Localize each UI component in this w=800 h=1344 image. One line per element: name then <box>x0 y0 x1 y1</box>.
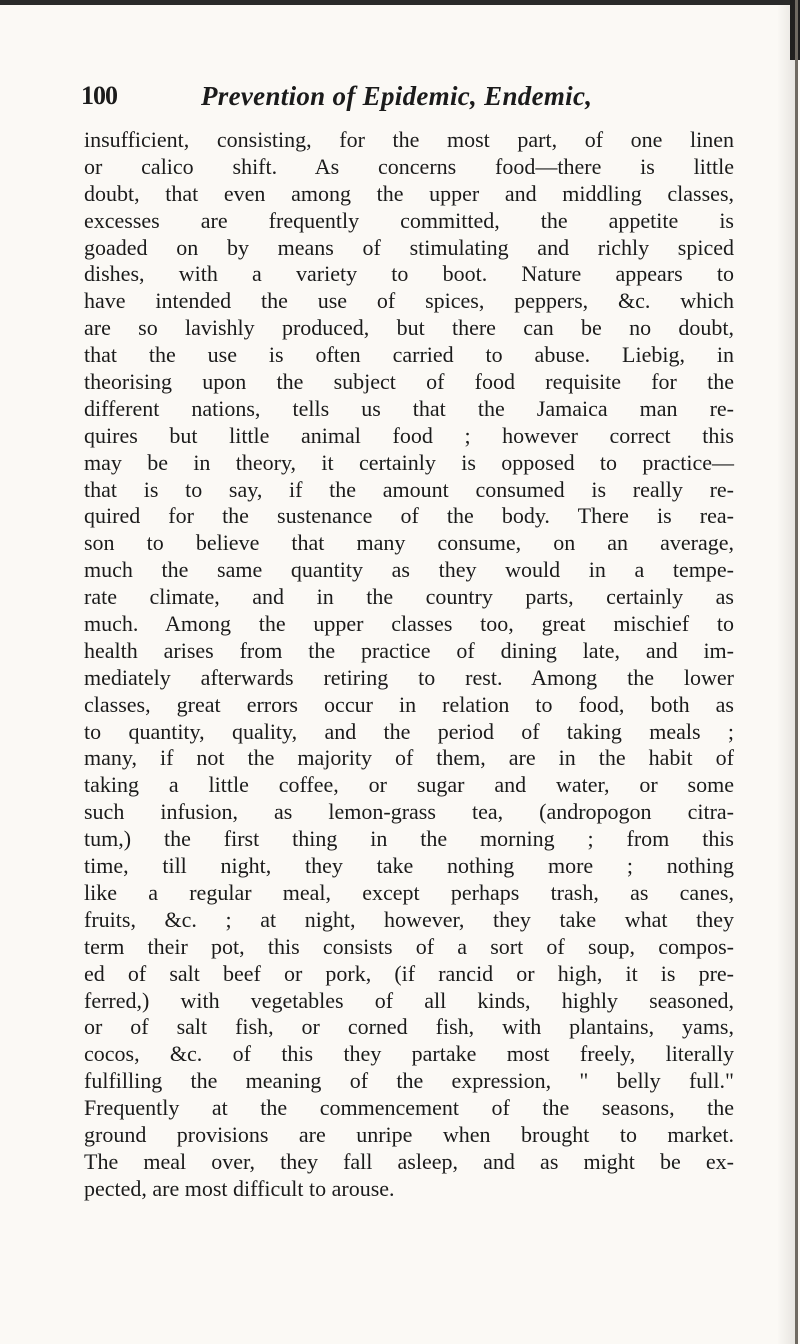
text-line: dishes, with a variety to boot. Nature appears to <box>84 261 734 287</box>
text-line: classes, great errors occur in relation to food, both as <box>84 691 734 717</box>
text-line: much. Among the upper classes too, great mischief to <box>84 611 734 637</box>
text-line: ferred,) with vegetables of all kinds, highly seasoned, <box>84 987 734 1013</box>
text-line: fruits, &c. ; at night, however, they take what they <box>84 906 734 932</box>
text-line: that the use is often carried to abuse. Liebig, in <box>84 342 734 368</box>
text-line: that is to say, if the amount consumed is really re- <box>84 476 734 502</box>
text-line: quired for the sustenance of the body. There is rea- <box>84 503 734 529</box>
text-line: taking a little coffee, or sugar and water, or some <box>84 772 734 798</box>
text-line: tum,) the first thing in the morning ; from this <box>84 826 734 852</box>
page-number: 100 <box>81 81 117 110</box>
text-line: insufficient, consisting, for the most part, of one linen <box>84 127 734 152</box>
text-line: have intended the use of spices, peppers, &c. which <box>84 288 734 314</box>
text-line: excesses are frequently committed, the appetite is <box>84 207 734 233</box>
text-line: pected, are most difficult to arouse. <box>84 1175 395 1201</box>
body-text <box>84 127 734 1203</box>
text-line: ground provisions are unripe when brought to market. <box>84 1121 734 1147</box>
text-line: cocos, &c. of this they partake most freely, literally <box>84 1041 734 1067</box>
text-line: term their pot, this consists of a sort of soup, compos- <box>84 933 734 959</box>
page-right-edge <box>795 0 798 1344</box>
page-header <box>81 81 681 115</box>
text-line: to quantity, quality, and the period of taking meals ; <box>84 718 734 744</box>
text-line: fulfilling the meaning of the expression, " belly full." <box>84 1068 734 1094</box>
text-line: such infusion, as lemon-grass tea, (andropogon citra- <box>84 799 734 825</box>
text-line: are so lavishly produced, but there can be no doubt, <box>84 315 734 341</box>
text-line: health arises from the practice of dining late, and im- <box>84 637 734 663</box>
text-line: theorising upon the subject of food requisite for the <box>84 369 734 395</box>
text-line: goaded on by means of stimulating and richly spiced <box>84 234 734 260</box>
text-line: The meal over, they fall asleep, and as might be ex- <box>84 1148 734 1174</box>
page-gutter-shadow <box>777 0 795 1344</box>
text-line: or of salt fish, or corned fish, with plantains, yams, <box>84 1014 734 1040</box>
text-line: many, if not the majority of them, are in the habit of <box>84 745 734 771</box>
text-line: doubt, that even among the upper and middling classes, <box>84 180 734 206</box>
text-line: rate climate, and in the country parts, certainly as <box>84 584 734 610</box>
text-line: may be in theory, it certainly is opposed to practice— <box>84 449 734 475</box>
text-line: different nations, tells us that the Jamaica man re- <box>84 395 734 421</box>
text-line: son to believe that many consume, on an average, <box>84 530 734 556</box>
text-line: ed of salt beef or pork, (if rancid or high, it is pre- <box>84 960 734 986</box>
text-line: like a regular meal, except perhaps trash, as canes, <box>84 879 734 905</box>
text-line: much the same quantity as they would in a tempe- <box>84 557 734 583</box>
text-line: mediately afterwards retiring to rest. Among the lower <box>84 664 734 690</box>
text-line: quires but little animal food ; however correct this <box>84 422 734 448</box>
top-edge-shadow <box>0 0 800 5</box>
text-line: Frequently at the commencement of the seasons, the <box>84 1095 734 1121</box>
running-title: Prevention of Epidemic, Endemic, <box>201 81 593 111</box>
text-line: or calico shift. As concerns food—there is little <box>84 153 734 179</box>
text-line: time, till night, they take nothing more ; nothing <box>84 853 734 879</box>
